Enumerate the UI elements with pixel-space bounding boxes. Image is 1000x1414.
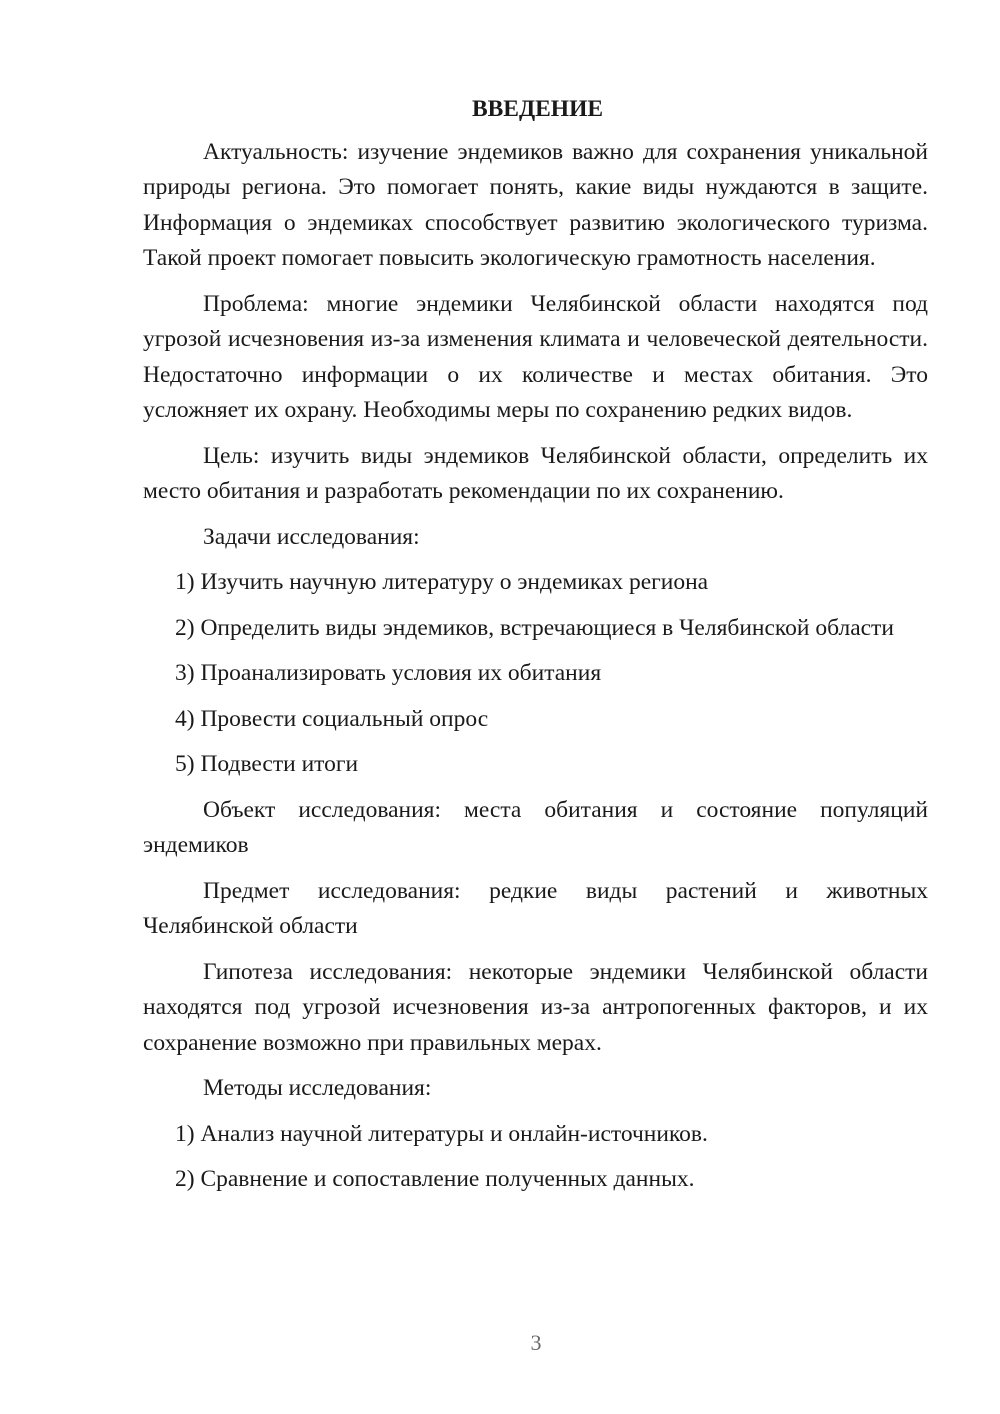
- relevance-paragraph: Актуальность: изучение эндемиков важно для сохранения уникальной природы региона. Это помогает понять, какие виды нуждаются в защите. Информация о эндемиках способствует развитию экологического туризма. Такой проект помогает повысить экологическую грамотность населения.: [143, 138, 928, 271]
- task-item-1: 1) Изучить научную литературу о эндемиках региона: [175, 569, 709, 595]
- task-item-5: 5) Подвести итоги: [175, 751, 359, 777]
- methods-heading: Методы исследования:: [203, 1075, 432, 1101]
- problem-paragraph: Проблема: многие эндемики Челябинской области находятся под угрозой исчезновения из-за изменения климата и человеческой деятельности. Недостаточно информации о их количестве и местах обитания. Это усложняет их охрану. Необходимы меры по сохранению редких видов.: [143, 290, 928, 423]
- subject-paragraph: Предмет исследования: редкие виды растений и животных Челябинской области: [143, 877, 928, 939]
- page-title: ВВЕДЕНИЕ: [471, 96, 604, 122]
- object-paragraph: Объект исследования: места обитания и состояние популяций эндемиков: [143, 796, 928, 858]
- goal-paragraph: Цель: изучить виды эндемиков Челябинской области, определить их место обитания и разработать рекомендации по их сохранению.: [143, 442, 928, 504]
- task-item-2: 2) Определить виды эндемиков, встречающиеся в Челябинской области: [175, 614, 894, 641]
- page-number: 3: [530, 1330, 542, 1355]
- task-item-4: 4) Провести социальный опрос: [175, 705, 489, 732]
- method-item-1: 1) Анализ научной литературы и онлайн-источников.: [175, 1120, 708, 1147]
- document-page: [143, 92, 928, 1208]
- tasks-heading: Задачи исследования:: [203, 523, 420, 550]
- task-item-3: 3) Проанализировать условия их обитания: [175, 660, 602, 686]
- method-item-2: 2) Сравнение и сопоставление полученных данных.: [175, 1166, 695, 1192]
- hypothesis-paragraph: Гипотеза исследования: некоторые эндемики Челябинской области находятся под угрозой исчезновения из-за антропогенных факторов, и их сохранение возможно при правильных мерах.: [143, 958, 928, 1056]
